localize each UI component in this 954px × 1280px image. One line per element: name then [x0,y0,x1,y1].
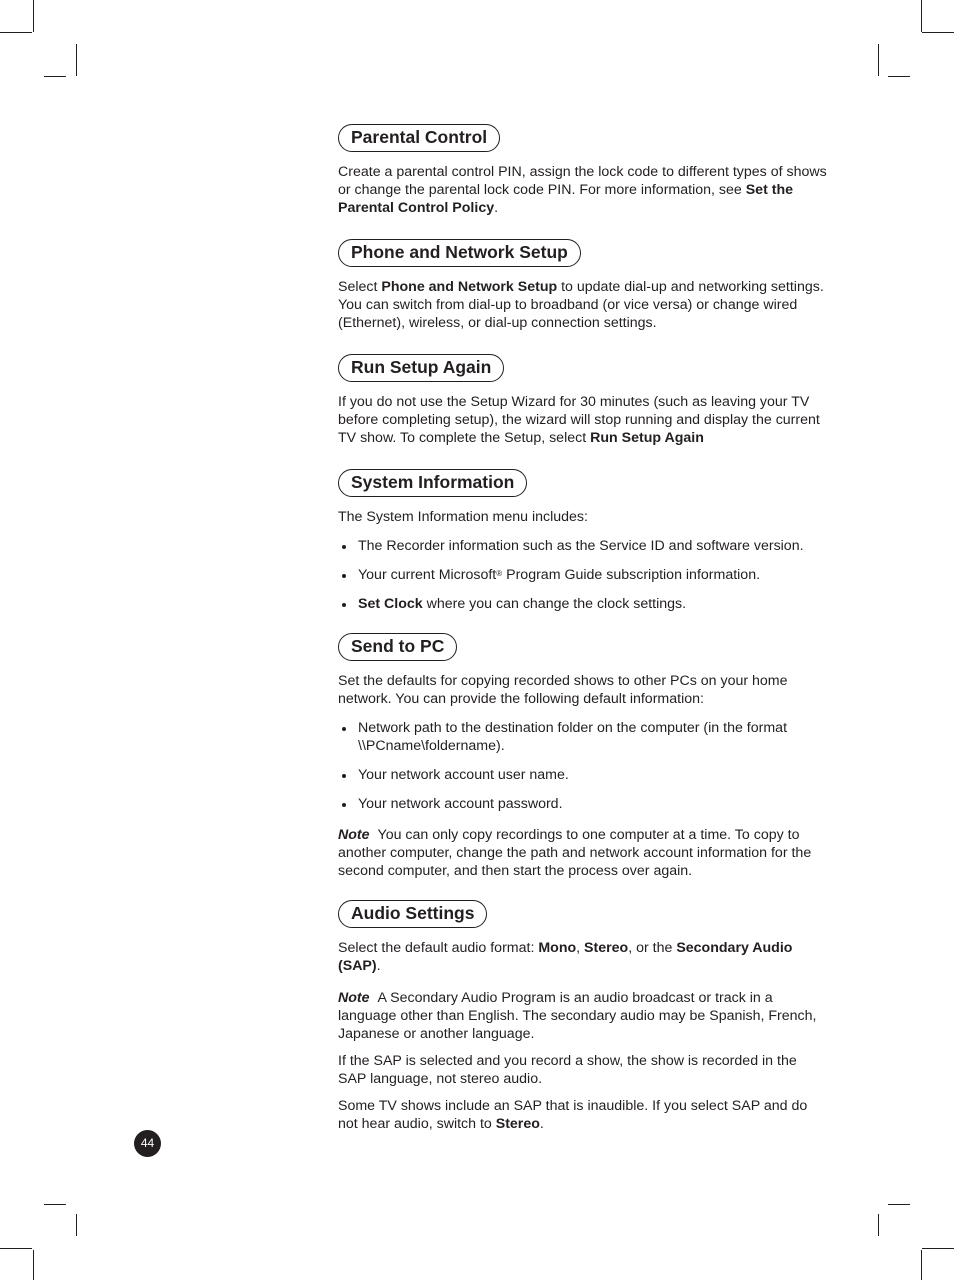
list-item: Your network account user name. [338,766,828,784]
paragraph: Some TV shows include an SAP that is inaudible. If you select SAP and do not hear audio, switch to Stereo. [338,1098,808,1132]
policy-reference: Set the Parental Control Policy [338,182,794,216]
section-heading: System Information [338,469,527,497]
list-item: Network path to the destination folder on the computer (in the format \\PCname\foldername). [338,719,828,755]
page-number-badge: 44 [134,1130,161,1157]
section-phone-network [338,239,828,332]
list-item: Set Clock where you can change the clock settings. [338,595,828,613]
section-send-to-pc [338,633,828,880]
section-parental-control [338,124,828,217]
note: Note A Secondary Audio Program is an audio broadcast or track in a language other than English. The secondary audio may be Spanish, French, Japanese or another language. [338,990,817,1042]
page-content [338,124,828,1155]
paragraph: Create a parental control PIN, assign the lock code to different types of shows or change the parental lock code PIN. For more information, see Set the Parental Control Policy. [338,164,827,216]
crop-mark [33,1250,34,1280]
list-item: Your network account password. [338,795,828,813]
crop-mark [33,0,34,32]
note-label: Note [338,990,370,1006]
section-heading: Parental Control [338,124,500,152]
bullet-list [338,537,828,613]
paragraph: Select the default audio format: Mono, Stereo, or the Secondary Audio (SAP). [338,940,793,974]
note-label: Note [338,827,370,843]
registered-mark: ® [496,569,503,578]
crop-mark [888,1204,910,1205]
crop-mark [921,0,922,32]
crop-mark [922,32,954,33]
paragraph: Select Phone and Network Setup to update dial-up and networking settings. You can switch from dial-up to broadband (or vice versa) or change wired (Ethernet), wireless, or dial-up connection settings. [338,279,824,331]
crop-mark [922,1248,954,1249]
section-heading: Send to PC [338,633,457,661]
crop-mark [44,1204,66,1205]
crop-mark [0,1248,32,1249]
section-run-setup-again [338,354,828,447]
paragraph: The System Information menu includes: [338,509,588,525]
crop-mark [0,32,32,33]
paragraph: If you do not use the Setup Wizard for 30 minutes (such as leaving your TV before completing setup), the wizard will stop running and display the current TV show. To complete the Setup, select Run Setup Again [338,394,820,446]
crop-mark [921,1250,922,1280]
note: Note You can only copy recordings to one computer at a time. To copy to another computer, change the path and network account information for the second computer, and then start the process over again. [338,827,812,879]
crop-mark [878,1214,879,1236]
crop-mark [76,1214,77,1236]
crop-mark [76,44,77,76]
list-item: Your current Microsoft® Program Guide subscription information. [338,566,828,584]
paragraph: If the SAP is selected and you record a show, the show is recorded in the SAP language, not stereo audio. [338,1053,797,1087]
paragraph: Set the defaults for copying recorded shows to other PCs on your home network. You can provide the following default information: [338,673,788,707]
section-system-information [338,469,828,613]
bullet-list [338,719,828,813]
list-item: The Recorder information such as the Service ID and software version. [338,537,828,555]
crop-mark [878,44,879,76]
section-heading: Run Setup Again [338,354,504,382]
crop-mark [44,76,66,77]
section-heading: Audio Settings [338,900,487,928]
section-heading: Phone and Network Setup [338,239,581,267]
crop-mark [888,76,910,77]
section-audio-settings [338,900,828,1133]
